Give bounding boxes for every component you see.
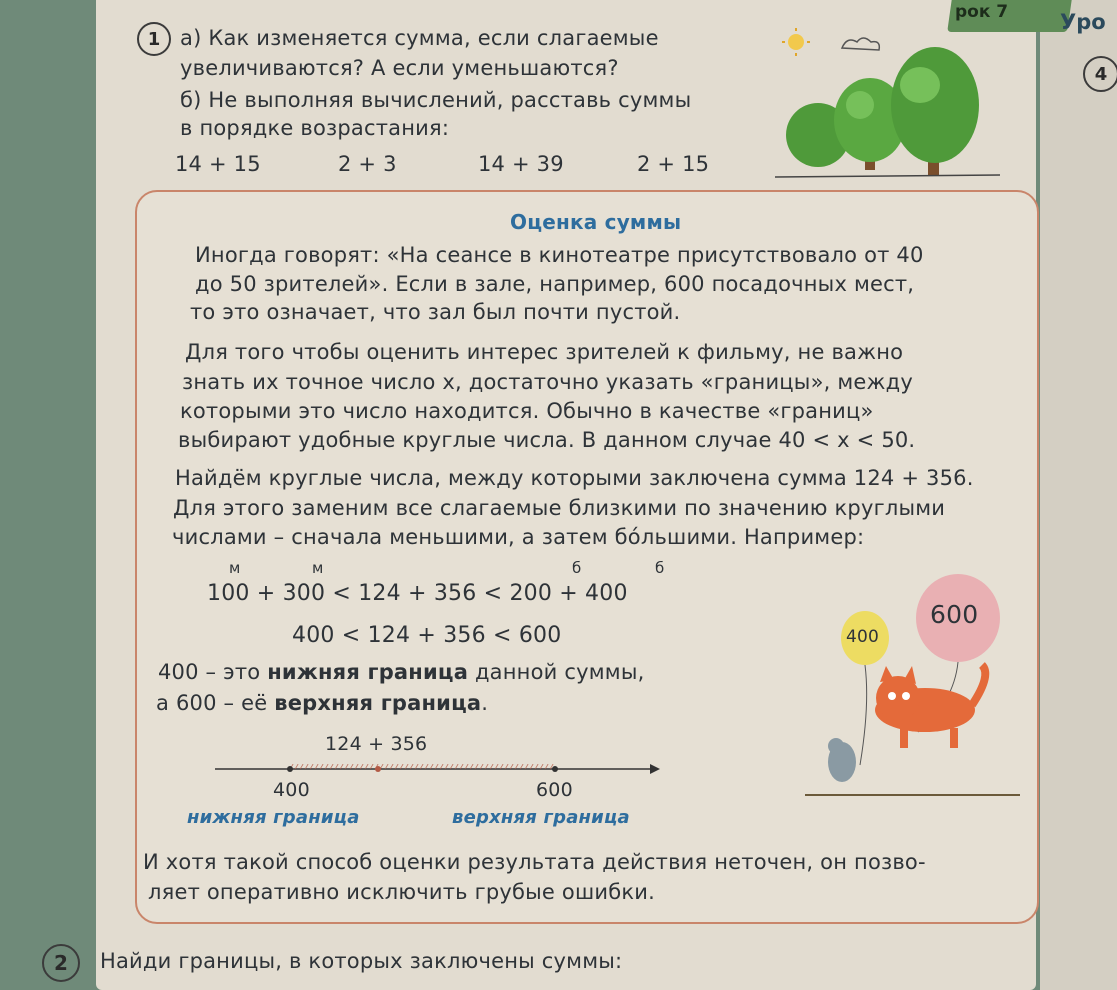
numberline-right-value: 600: [536, 779, 573, 801]
upper-bound-caption: верхняя граница: [452, 807, 630, 828]
lesson-tab-label: рок 7: [955, 2, 1009, 22]
next-page-edge: [1040, 0, 1117, 990]
task1-b-line2: в порядке возрастания:: [180, 116, 450, 140]
mark-m-2: м: [312, 559, 324, 577]
task2-text: Найди границы, в которых заключены суммы:: [100, 949, 623, 973]
task2-number: 2: [42, 944, 80, 982]
rule-p1-line3: то это означает, что зал был почти пустой.: [190, 300, 681, 324]
inequality-2: 400 < 124 + 356 < 600: [292, 623, 562, 648]
rule-p2-line2: знать их точное число x, достаточно указать «границы», между: [182, 370, 914, 394]
task1-sum-3: 14 + 39: [478, 152, 564, 176]
rule-p3-line3: числами – сначала меньшими, а затем бóльшими. Например:: [172, 525, 865, 549]
cat-mouse-balloons-illustration: [800, 570, 1030, 810]
mark-b-1: б: [572, 559, 582, 577]
task1-b-line1: б) Не выполняя вычислений, расставь суммы: [180, 88, 692, 112]
inequality-1: 100 + 300 < 124 + 356 < 200 + 400: [207, 581, 628, 606]
task1-sum-1: 14 + 15: [175, 152, 261, 176]
rule-title: Оценка суммы: [510, 210, 682, 234]
next-page-task-number: 4: [1083, 56, 1117, 92]
rule-p1-line2: до 50 зрителей». Если в зале, например, 600 посадочных мест,: [195, 272, 915, 296]
rule-p2-line3: которыми это число находится. Обычно в качестве «границ»: [180, 399, 874, 423]
lower-sentence-end: данной суммы,: [468, 660, 645, 684]
task1-sum-4: 2 + 15: [637, 152, 710, 176]
rule-p3-line2: Для этого заменим все слагаемые близкими по значению круглыми: [173, 496, 946, 520]
task1-a-line2: увеличиваются? А если уменьшаются?: [180, 56, 619, 80]
mark-b-2: б: [655, 559, 665, 577]
conclusion-line2: ляет оперативно исключить грубые ошибки.: [148, 880, 655, 904]
balloon-small-label: 400: [846, 627, 880, 647]
task1-number: 1: [137, 22, 171, 56]
next-page-tab-label: Уро: [1060, 10, 1106, 34]
lower-bound-sentence: [158, 660, 645, 684]
rule-p2-line4: выбирают удобные круглые числа. В данном случае 40 < x < 50.: [178, 428, 916, 452]
numberline-sum-label: 124 + 356: [325, 733, 428, 755]
mark-m-1: м: [229, 559, 241, 577]
rule-p3-line1: Найдём круглые числа, между которыми заключена сумма 124 + 356.: [175, 466, 974, 490]
lower-bound-term: нижняя граница: [267, 660, 469, 684]
task1-a-line1: а) Как изменяется сумма, если слагаемые: [180, 26, 659, 50]
rule-p1-line1: Иногда говорят: «На сеансе в кинотеатре присутствовало от 40: [195, 243, 924, 267]
trees-illustration: [770, 25, 1010, 190]
upper-sentence-start: а 600 – её: [156, 691, 275, 715]
conclusion-line1: И хотя такой способ оценки результата действия неточен, он позво-: [143, 850, 926, 874]
lower-bound-caption: нижняя граница: [187, 807, 360, 828]
task1-sum-2: 2 + 3: [338, 152, 397, 176]
lower-sentence-start: 400 – это: [158, 660, 268, 684]
upper-bound-term: верхняя граница: [274, 691, 482, 715]
numberline-left-value: 400: [273, 779, 310, 801]
upper-bound-sentence: [156, 691, 488, 715]
rule-p2-line1: Для того чтобы оценить интерес зрителей к фильму, не важно: [185, 340, 904, 364]
upper-sentence-end: .: [481, 691, 489, 715]
balloon-big-label: 600: [930, 600, 979, 629]
number-line: [210, 760, 670, 780]
